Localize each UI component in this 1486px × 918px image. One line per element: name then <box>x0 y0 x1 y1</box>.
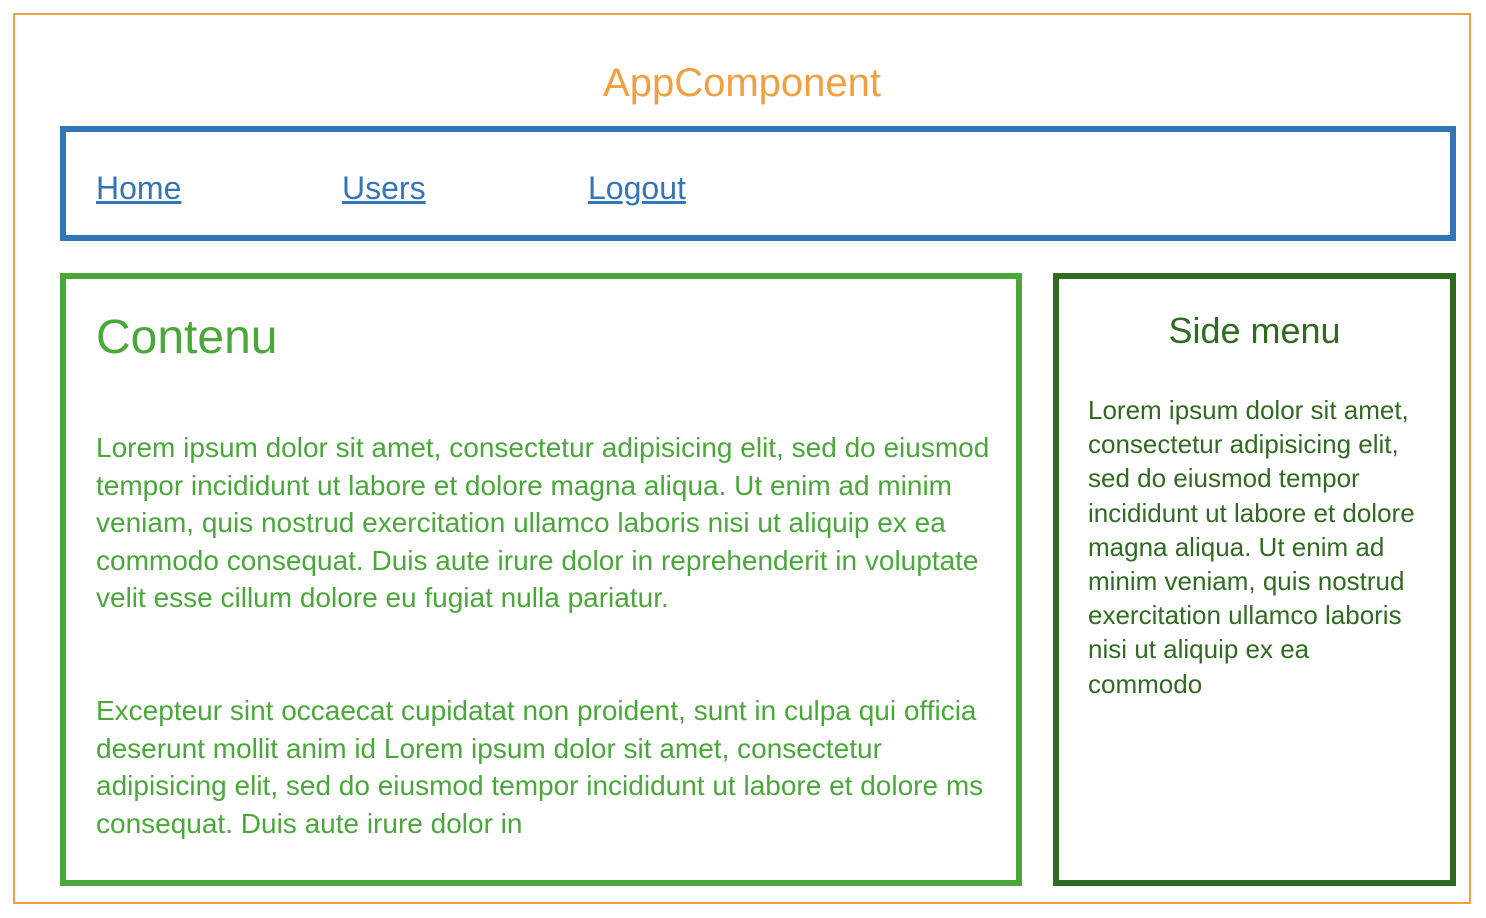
content-paragraph-1: Lorem ipsum dolor sit amet, consectetur adipisicing elit, sed do eiusmod tempor incididunt ut labore et dolore magna aliqua. Ut enim ad minim veniam, quis nostrud exercitation ullamco laboris nisi ut aliquip ex ea commodo consequat. Duis aute irure dolor in reprehenderit in voluptate velit esse cillum dolore eu fugiat nulla pariatur. <box>96 432 990 613</box>
side-menu-text: Lorem ipsum dolor sit amet, consectetur adipisicing elit, sed do eiusmod tempor incididunt ut labore et dolore magna aliqua. Ut enim ad minim veniam, quis nostrud exercitation ullamco laboris nisi ut aliquip ex ea commodo <box>1088 395 1415 699</box>
app-component <box>13 13 1471 904</box>
content-panel <box>60 273 1022 886</box>
navbar <box>60 126 1456 241</box>
nav-link-home[interactable]: Home <box>96 170 182 206</box>
app-title: AppComponent <box>603 61 881 105</box>
nav-link-users[interactable]: Users <box>342 170 426 206</box>
content-title: Contenu <box>96 311 278 364</box>
side-menu-panel <box>1053 273 1456 886</box>
content-paragraph-2: Excepteur sint occaecat cupidatat non proident, sunt in culpa qui officia deserunt mollit anim id Lorem ipsum dolor sit amet, consectetur adipisicing elit, sed do eiusmod tempor incididunt ut labore et dolore ms consequat. Duis aute irure dolor in <box>96 695 984 839</box>
side-menu-title: Side menu <box>1168 310 1341 351</box>
nav-link-logout[interactable]: Logout <box>588 170 686 206</box>
